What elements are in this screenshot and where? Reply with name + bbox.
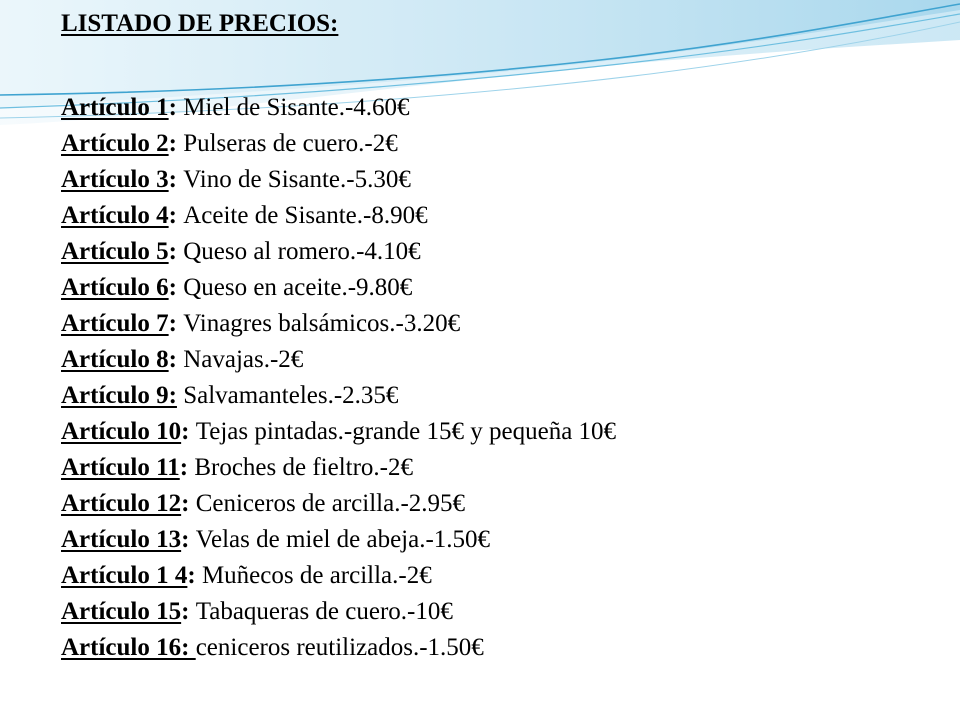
item-separator: : <box>168 346 184 373</box>
item-label: Artículo 5 <box>61 238 169 265</box>
item-description: ceniceros reutilizados.-1.50€ <box>195 634 484 661</box>
item-label: Artículo 1 <box>61 94 169 121</box>
price-item <box>61 522 941 558</box>
item-label: Artículo 7 <box>61 310 169 337</box>
price-list <box>61 6 941 666</box>
item-label: Artículo 11 <box>61 454 180 481</box>
item-separator: : <box>168 202 184 229</box>
item-separator: : <box>168 166 184 193</box>
item-description: Velas de miel de abeja.-1.50€ <box>195 526 491 553</box>
item-label: Artículo 2 <box>61 130 169 157</box>
item-label: Artículo 15 <box>61 598 182 625</box>
item-description: Pulseras de cuero.-2€ <box>183 130 398 157</box>
price-item <box>61 90 941 126</box>
price-item <box>61 450 941 486</box>
item-separator: : <box>187 562 202 589</box>
item-label: Artículo 6 <box>61 274 169 301</box>
price-item <box>61 342 941 378</box>
item-description: Broches de fieltro.-2€ <box>194 454 414 481</box>
item-label: Artículo 1 4 <box>61 562 188 589</box>
price-item <box>61 270 941 306</box>
item-separator: : <box>168 274 184 301</box>
item-separator: : <box>181 490 196 517</box>
item-description: Queso al romero.-4.10€ <box>183 238 421 265</box>
price-item <box>61 126 941 162</box>
item-separator: : <box>181 418 196 445</box>
item-description: Vino de Sisante.-5.30€ <box>183 166 411 193</box>
item-separator: : <box>181 598 196 625</box>
item-label: Artículo 13 <box>61 526 182 553</box>
price-item <box>61 378 941 414</box>
item-separator: : <box>179 454 195 481</box>
item-description: Tabaqueras de cuero.-10€ <box>195 598 453 625</box>
page-title: LISTADO DE PRECIOS: <box>61 10 339 37</box>
item-description: Ceniceros de arcilla.-2.95€ <box>195 490 466 517</box>
price-item <box>61 198 941 234</box>
item-description: Miel de Sisante.-4.60€ <box>183 94 410 121</box>
item-label: Artículo 3 <box>61 166 169 193</box>
item-description: Vinagres balsámicos.-3.20€ <box>183 310 461 337</box>
item-label: Artículo 16: <box>61 634 196 661</box>
item-label: Artículo 12 <box>61 490 182 517</box>
item-separator: : <box>168 94 184 121</box>
item-label: Artículo 8 <box>61 346 169 373</box>
item-list <box>61 90 941 666</box>
item-description: Navajas.-2€ <box>183 346 304 373</box>
item-separator: : <box>168 238 184 265</box>
price-item <box>61 234 941 270</box>
item-separator: : <box>168 310 184 337</box>
spacer <box>61 42 941 90</box>
price-item <box>61 558 941 594</box>
price-item <box>61 594 941 630</box>
price-item <box>61 306 941 342</box>
price-item <box>61 414 941 450</box>
item-description: Queso en aceite.-9.80€ <box>183 274 413 301</box>
item-label: Artículo 10 <box>61 418 182 445</box>
item-separator: : <box>168 130 184 157</box>
item-description: Salvamanteles.-2.35€ <box>183 382 399 409</box>
item-label: Artículo 9: <box>61 382 177 409</box>
item-description: Muñecos de arcilla.-2€ <box>201 562 432 589</box>
price-item <box>61 486 941 522</box>
item-separator: : <box>181 526 196 553</box>
item-label: Artículo 4 <box>61 202 169 229</box>
item-description: Aceite de Sisante.-8.90€ <box>183 202 428 229</box>
price-item <box>61 630 941 666</box>
price-item <box>61 162 941 198</box>
item-description: Tejas pintadas.-grande 15€ y pequeña 10€ <box>195 418 617 445</box>
